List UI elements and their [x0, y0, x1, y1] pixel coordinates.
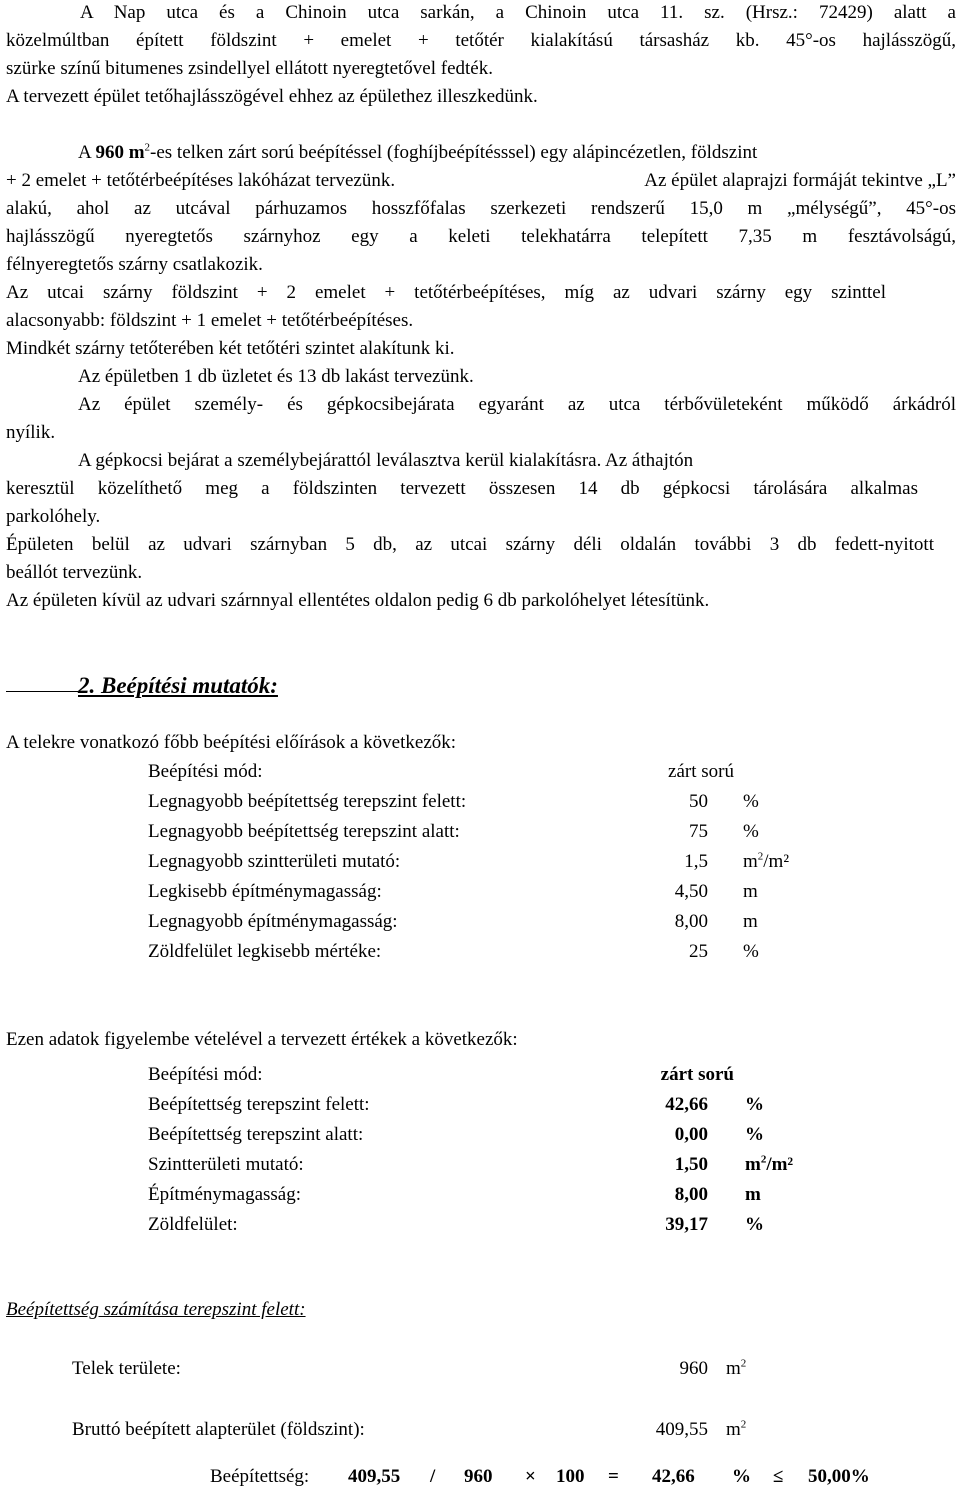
- formula-plot-area: 960: [464, 1466, 493, 1487]
- row-unit: [743, 940, 759, 964]
- row-value: 0,00: [674, 1124, 708, 1145]
- desc-line-13: keresztül közelíthető meg a földszinten tervezett összesen 14 db gépkocsi tárolására alkalmas: [6, 478, 918, 499]
- row-value: zárt sorú: [668, 761, 734, 782]
- plot-area-unit-base: m: [726, 1358, 741, 1379]
- formula-times: ×: [525, 1466, 536, 1487]
- row-label: Zöldfelület:: [148, 1214, 238, 1235]
- table-row: [148, 820, 808, 844]
- row-unit-base: %: [743, 791, 759, 812]
- row-unit-base: %: [745, 1094, 764, 1115]
- formula-hundred: 100: [556, 1466, 585, 1487]
- design-values-intro: Ezen adatok figyelembe vételével a tervezett értékek a következők:: [6, 1029, 518, 1050]
- built-area-label: Bruttó beépített alapterület (földszint):: [72, 1419, 365, 1440]
- row-value: 50: [689, 791, 708, 812]
- table-row: [148, 910, 808, 934]
- plot-area-label: Telek területe:: [72, 1358, 181, 1379]
- desc-line-2: [6, 170, 956, 192]
- formula-built-area: 409,55: [348, 1466, 401, 1487]
- desc-line-4: hajlásszögű nyeregtetős szárnyhoz egy a keleti telekhatárra telepített 7,35 m fesztávolságú,: [6, 226, 956, 247]
- desc-line-1-rest: -es telken zárt sorú beépítéssel (foghíjbeépítésssel) egy alápincézetlen, földszint: [150, 142, 758, 163]
- row-label: Szintterületi mutató:: [148, 1154, 304, 1175]
- table-row: [148, 1063, 808, 1087]
- row-value: 25: [689, 941, 708, 962]
- row-unit-base: %: [743, 941, 759, 962]
- plot-area-unit-sup: 2: [740, 1357, 747, 1370]
- formula-percent: %: [732, 1466, 751, 1487]
- row-label: Legnagyobb beépítettség terepszint alatt:: [148, 821, 460, 842]
- formula-equals: =: [608, 1466, 619, 1487]
- intro-line-2: közelmúltban épített földszint + emelet + tetőtér kialakítású társasház kb. 45°-os hajlásszögű,: [6, 30, 956, 51]
- desc-line-15: Épületen belül az udvari szárnyban 5 db, az utcai szárny déli oldalán további 3 db fedett-nyitott: [6, 534, 934, 555]
- row-unit-base: m: [743, 911, 758, 932]
- desc-line-10: Az épület személy- és gépkocsibejárata egyaránt az utca térbővületeként működő árkádról: [78, 394, 956, 415]
- row-unit: [743, 910, 758, 934]
- row-label: Legnagyobb szintterületi mutató:: [148, 851, 401, 872]
- row-unit-tail: /m²: [766, 1154, 794, 1175]
- row-value: 1,50: [674, 1154, 708, 1175]
- row-label: Beépítési mód:: [148, 761, 263, 782]
- plot-area-value: 960: [679, 1358, 708, 1379]
- row-unit: [745, 1093, 764, 1117]
- section-2-heading: 2. Beépítési mutatók:: [78, 673, 278, 698]
- built-area-unit-base: m: [726, 1419, 741, 1440]
- desc-line-8: Mindkét szárny tetőterében két tetőtéri szintet alakítunk ki.: [6, 338, 455, 359]
- row-unit: [745, 1123, 764, 1147]
- row-label: Legnagyobb beépítettség terepszint felett:: [148, 791, 467, 812]
- desc-line-1: [78, 142, 757, 164]
- formula-label: Beépítettség:: [210, 1466, 310, 1487]
- row-unit: [743, 790, 759, 814]
- desc-line-9: Az épületben 1 db üzletet és 13 db lakást tervezünk.: [78, 366, 474, 387]
- calc-heading: Beépítettség számítása terepszint felett:: [6, 1299, 306, 1320]
- desc-line-12: A gépkocsi bejárat a személybejárattól leválasztva kerül kialakításra. Az áthajtón: [78, 450, 694, 471]
- intro-line-1: A Nap utca és a Chinoin utca sarkán, a Chinoin utca 11. sz. (Hrsz.: 72429) alatt a: [80, 2, 956, 23]
- desc-line-5: félnyeregtetős szárny csatlakozik.: [6, 254, 263, 275]
- row-unit: [745, 1213, 764, 1237]
- row-value: 8,00: [674, 911, 708, 932]
- built-area-unit-sup: 2: [740, 1418, 747, 1431]
- row-value: 75: [689, 821, 708, 842]
- row-label: Beépítettség terepszint alatt:: [148, 1124, 364, 1145]
- formula-limit: 50,00%: [808, 1466, 870, 1487]
- formula-less-equal: ≤: [773, 1466, 784, 1487]
- row-unit: [745, 1153, 793, 1177]
- heading-lead-underline: [6, 691, 78, 692]
- desc-line-17: Az épületen kívül az udvari szárnnyal ellentétes oldalon pedig 6 db parkolóhelyet létesítünk.: [6, 590, 710, 611]
- row-label: Legnagyobb építménymagasság:: [148, 911, 398, 932]
- desc-line-2-a: + 2 emelet + tetőtérbeépítéses lakóházat tervezünk.: [6, 170, 396, 191]
- row-label: Beépítési mód:: [148, 1064, 263, 1085]
- table-row: [148, 1153, 808, 1177]
- row-unit-base: m: [745, 1184, 761, 1205]
- row-unit-sup: 2: [757, 850, 764, 863]
- built-area-value: 409,55: [655, 1419, 708, 1440]
- intro-line-3: szürke színű bitumenes zsindellyel ellátott nyeregtetővel fedték.: [6, 58, 493, 79]
- table-row: [148, 760, 808, 784]
- row-label: Zöldfelület legkisebb mértéke:: [148, 941, 382, 962]
- row-unit: [745, 1183, 761, 1207]
- table-row: [148, 1213, 808, 1237]
- row-unit-base: %: [745, 1214, 764, 1235]
- desc-line-16: beállót tervezünk.: [6, 562, 143, 583]
- table-row: [148, 1183, 808, 1207]
- regulations-intro: A telekre vonatkozó főbb beépítési előírások a következők:: [6, 732, 457, 753]
- row-value: zárt sorú: [660, 1064, 734, 1085]
- row-label: Beépítettség terepszint felett:: [148, 1094, 370, 1115]
- row-unit: [743, 880, 758, 904]
- table-row: [148, 790, 808, 814]
- row-unit-base: m: [743, 881, 758, 902]
- built-area-unit: [726, 1419, 746, 1441]
- plot-area-bold: 960 m: [95, 142, 145, 163]
- row-unit: [743, 820, 759, 844]
- row-unit: [743, 850, 789, 874]
- desc-line-3: alakú, ahol az utcával párhuzamos hosszfőfalas szerkezeti rendszerű 15,0 m „mélységű”, 45°-os: [6, 198, 956, 219]
- row-label: Építménymagasság:: [148, 1184, 302, 1205]
- formula-result: 42,66: [652, 1466, 695, 1487]
- row-value: 39,17: [665, 1214, 708, 1235]
- row-unit-base: m: [745, 1154, 761, 1175]
- row-unit-tail: /m²: [763, 851, 790, 872]
- intro-line-4: A tervezett épület tetőhajlásszögével ehhez az épülethez illeszkedünk.: [6, 86, 538, 107]
- desc-line-7: alacsonyabb: földszint + 1 emelet + tetőtérbeépítéses.: [6, 310, 414, 331]
- formula-divide: /: [430, 1466, 436, 1487]
- table-row: [148, 1093, 808, 1117]
- table-row: [148, 1123, 808, 1147]
- row-unit-sup: 2: [760, 1153, 767, 1166]
- desc-line-14: parkolóhely.: [6, 506, 101, 527]
- row-value: 4,50: [674, 881, 708, 902]
- desc-line-2-b: Az épület alaprajzi formáját tekintve „L”: [644, 170, 956, 191]
- desc-line-6: Az utcai szárny földszint + 2 emelet + tetőtérbeépítéses, míg az udvari szárny egy szinttel: [6, 282, 886, 303]
- row-value: 1,5: [684, 851, 708, 872]
- plot-area-sup: 2: [144, 141, 151, 154]
- row-label: Legkisebb építménymagasság:: [148, 881, 382, 902]
- row-value: 8,00: [674, 1184, 708, 1205]
- row-unit-base: m: [743, 851, 758, 872]
- table-row: [148, 880, 808, 904]
- plot-area-unit: [726, 1358, 746, 1380]
- row-unit-base: %: [745, 1124, 764, 1145]
- row-unit-base: %: [743, 821, 759, 842]
- table-row: [148, 850, 808, 874]
- row-value: 42,66: [665, 1094, 708, 1115]
- table-row: [148, 940, 808, 964]
- desc-line-1-prefix: A: [78, 142, 96, 163]
- desc-line-11: nyílik.: [6, 422, 56, 443]
